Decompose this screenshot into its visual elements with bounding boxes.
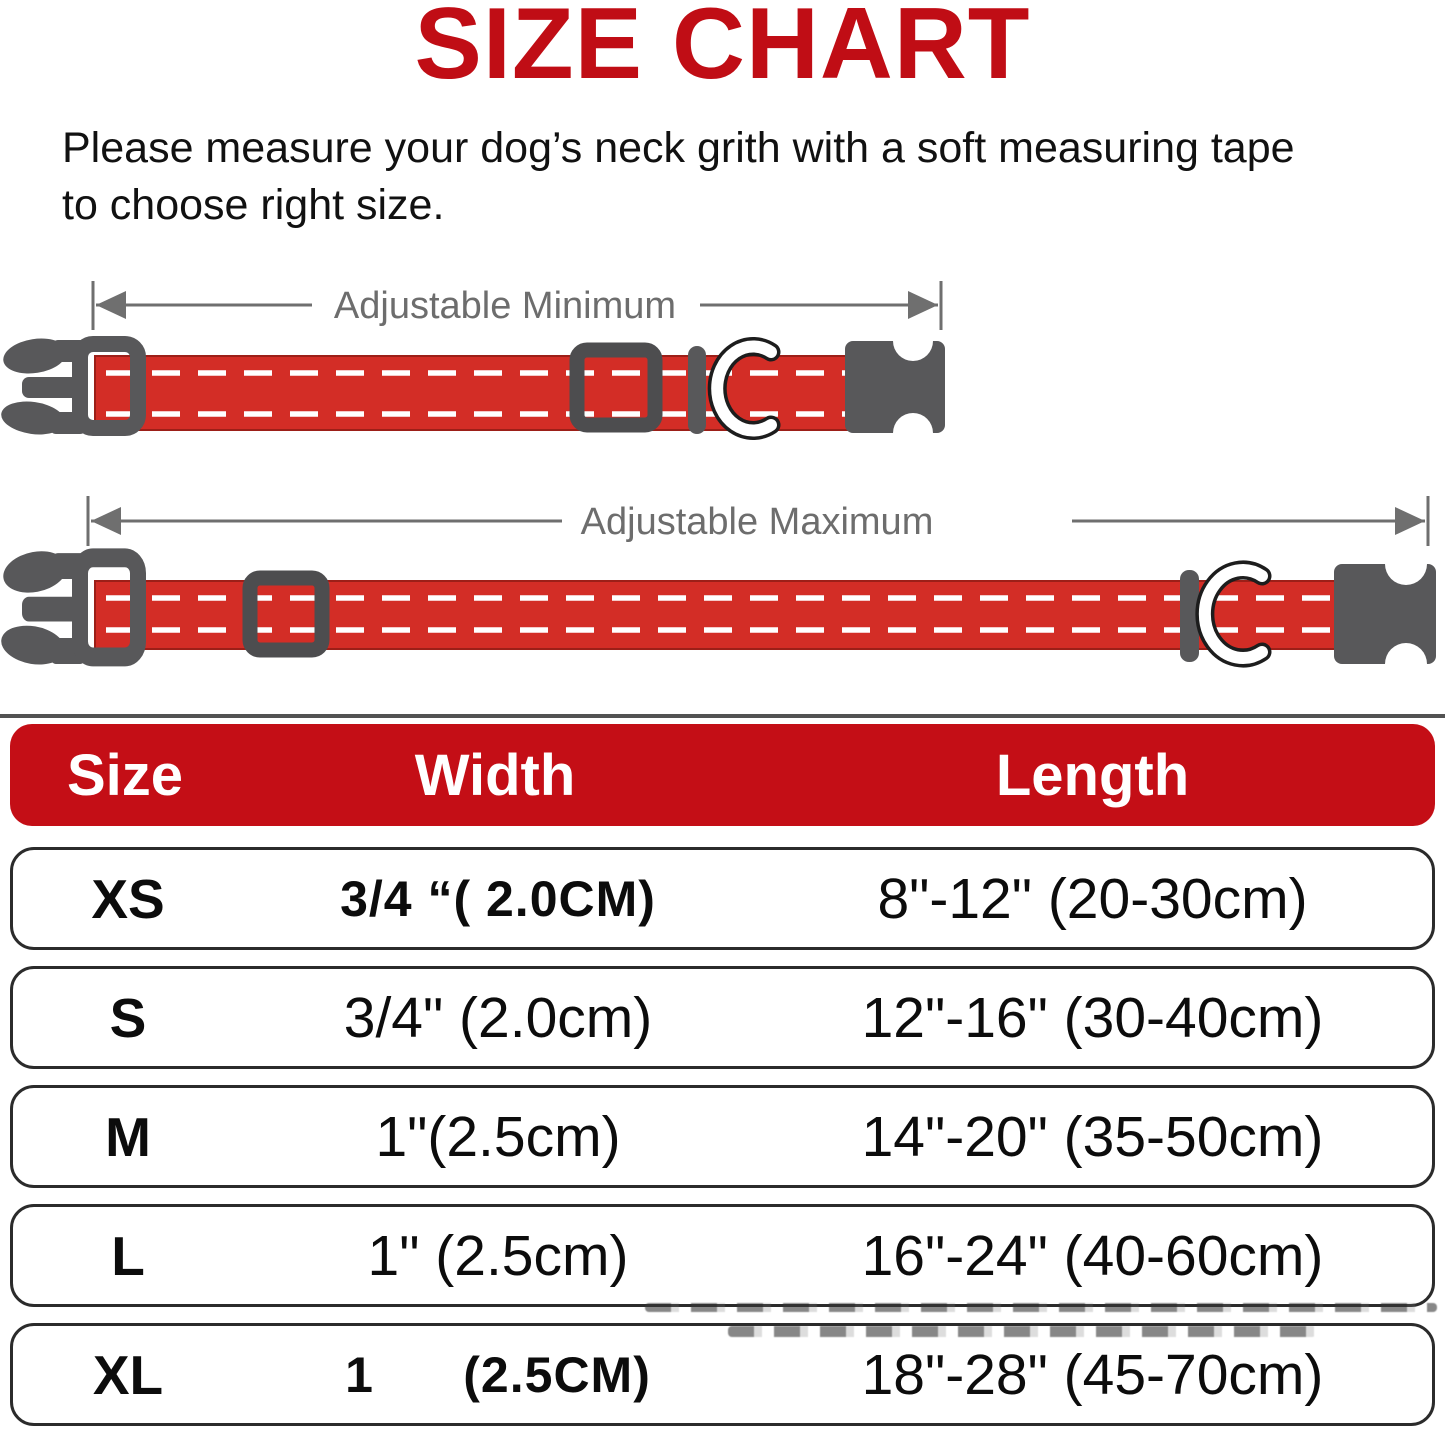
intro-text: [62, 120, 1402, 234]
watermark-smudge: [728, 1326, 1316, 1337]
length-cell: 16"-24" (40-60cm): [861, 1223, 1324, 1288]
collar-diagram-maximum: [0, 478, 1445, 693]
table-row: [10, 1204, 1435, 1307]
watermark-smudge: [645, 1303, 1437, 1312]
diagram-label-maximum: Adjustable Maximum: [580, 501, 934, 543]
width-cell: 1" (2.5cm): [367, 1223, 629, 1288]
column-header-length: Length: [995, 742, 1190, 808]
diagram-label-minimum: Adjustable Minimum: [333, 285, 677, 327]
divider-rule: [0, 714, 1445, 718]
keeper-band: [688, 346, 706, 434]
size-cell: S: [109, 986, 147, 1049]
table-row: [10, 1323, 1435, 1426]
column-header-size: Size: [66, 742, 184, 808]
size-cell: XL: [92, 1343, 164, 1406]
size-table-header: [10, 724, 1435, 826]
width-cell: 1"(2.5cm): [375, 1104, 621, 1169]
table-row: [10, 966, 1435, 1069]
collar-minimum-illustration: [0, 334, 945, 438]
collar-maximum-illustration: [0, 546, 1436, 669]
intro-line-2: to choose right size.: [62, 181, 445, 229]
size-table-body: [10, 847, 1435, 1442]
buckle-female: [1334, 564, 1436, 664]
table-row: [10, 1085, 1435, 1188]
table-row: [10, 847, 1435, 950]
size-cell: M: [105, 1105, 151, 1168]
length-cell: 14"-20" (35-50cm): [861, 1104, 1324, 1169]
intro-line-1: Please measure your dog’s neck grith with a soft measuring tape: [62, 124, 1295, 172]
length-cell: 8"-12" (20-30cm): [877, 866, 1308, 931]
buckle-female: [845, 341, 945, 433]
size-cell: L: [111, 1224, 145, 1287]
column-header-width: Width: [414, 742, 576, 808]
length-cell: 12"-16" (30-40cm): [861, 985, 1324, 1050]
length-cell: 18"-28" (45-70cm): [861, 1342, 1324, 1407]
size-cell: XS: [91, 867, 165, 930]
collar-diagram-minimum: [0, 268, 1445, 480]
page-title: SIZE CHART: [414, 0, 1031, 100]
width-cell: 1 (2.5CM): [345, 1346, 651, 1403]
width-cell: 3/4" (2.0cm): [343, 985, 653, 1050]
width-cell: 3/4 “( 2.0CM): [340, 870, 656, 927]
